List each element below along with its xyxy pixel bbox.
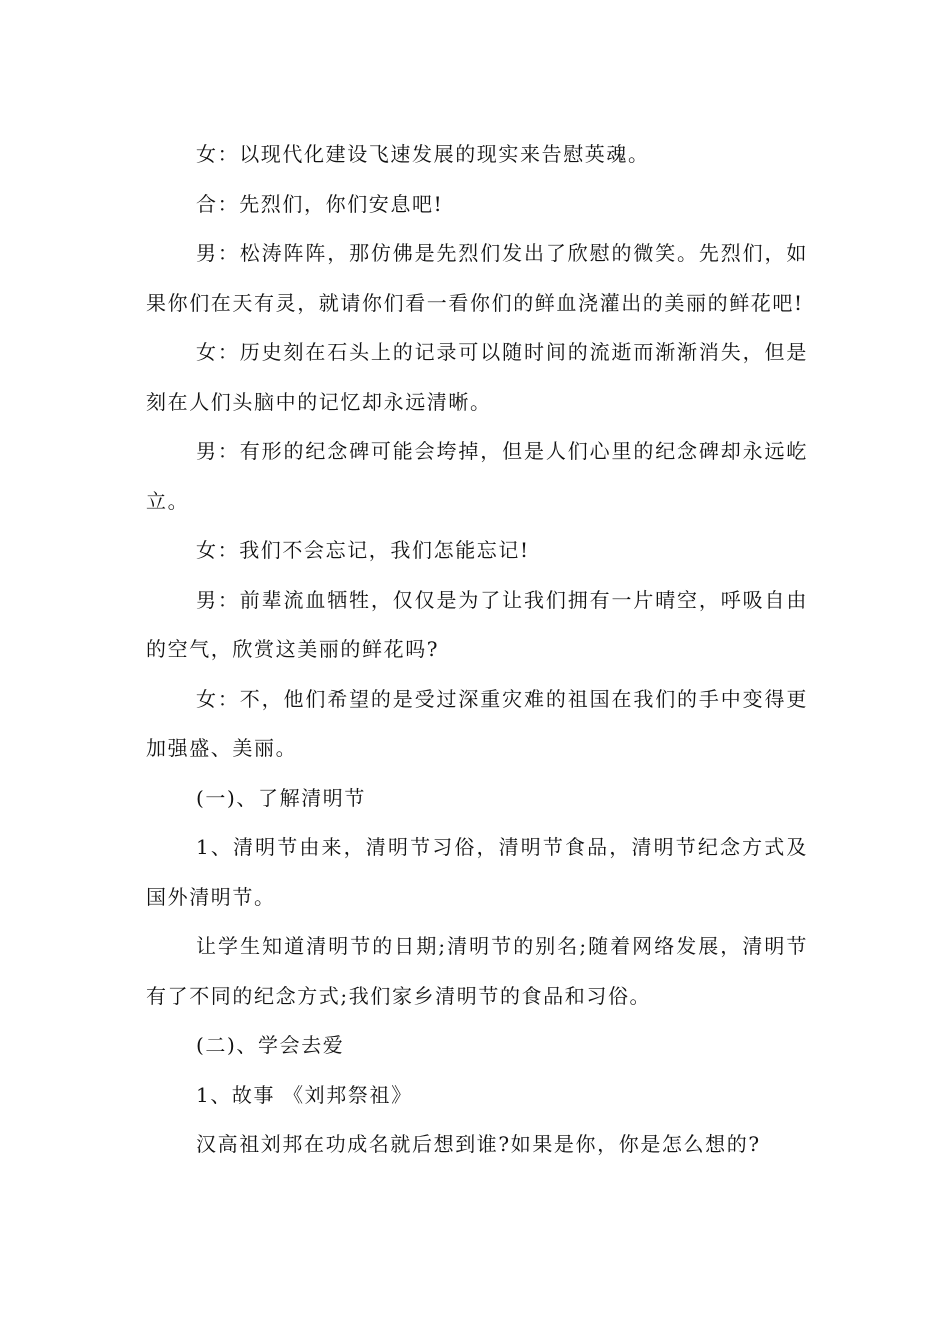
paragraph: 女：历史刻在石头上的记录可以随时间的流逝而渐渐消失，但是刻在人们头脑中的记忆却永远清晰。 [146, 340, 808, 414]
paragraph: 男：有形的纪念碑可能会垮掉，但是人们心里的纪念碑却永远屹立。 [146, 439, 808, 513]
document-body [146, 130, 808, 1170]
paragraph: 1、故事 《刘邦祭祖》 [196, 1082, 413, 1107]
paragraph: 女：以现代化建设飞速发展的现实来告慰英魂。 [196, 142, 650, 166]
paragraph: 女：我们不会忘记，我们怎能忘记! [196, 538, 530, 562]
paragraph: 让学生知道清明节的日期;清明节的别名;随着网络发展，清明节有了不同的纪念方式;我们家乡清明节的食品和习俗。 [146, 934, 808, 1008]
paragraph: 1、清明节由来，清明节习俗，清明节食品，清明节纪念方式及国外清明节。 [146, 835, 808, 909]
paragraph: 女：不，他们希望的是受过深重灾难的祖国在我们的手中变得更加强盛、美丽。 [146, 686, 808, 760]
section-heading: (一)、了解清明节 [196, 785, 367, 810]
paragraph: 汉高祖刘邦在功成名就后想到谁?如果是你，你是怎么想的? [196, 1132, 761, 1156]
section-heading: (二)、学会去爱 [196, 1033, 345, 1057]
paragraph: 男：松涛阵阵，那仿佛是先烈们发出了欣慰的微笑。先烈们，如果你们在天有灵，就请你们看一看你们的鲜血浇灌出的美丽的鲜花吧! [146, 241, 808, 315]
paragraph: 合：先烈们，你们安息吧! [196, 191, 444, 216]
paragraph: 男：前辈流血牺牲，仅仅是为了让我们拥有一片晴空，呼吸自由的空气，欣赏这美丽的鲜花吗? [146, 587, 808, 661]
